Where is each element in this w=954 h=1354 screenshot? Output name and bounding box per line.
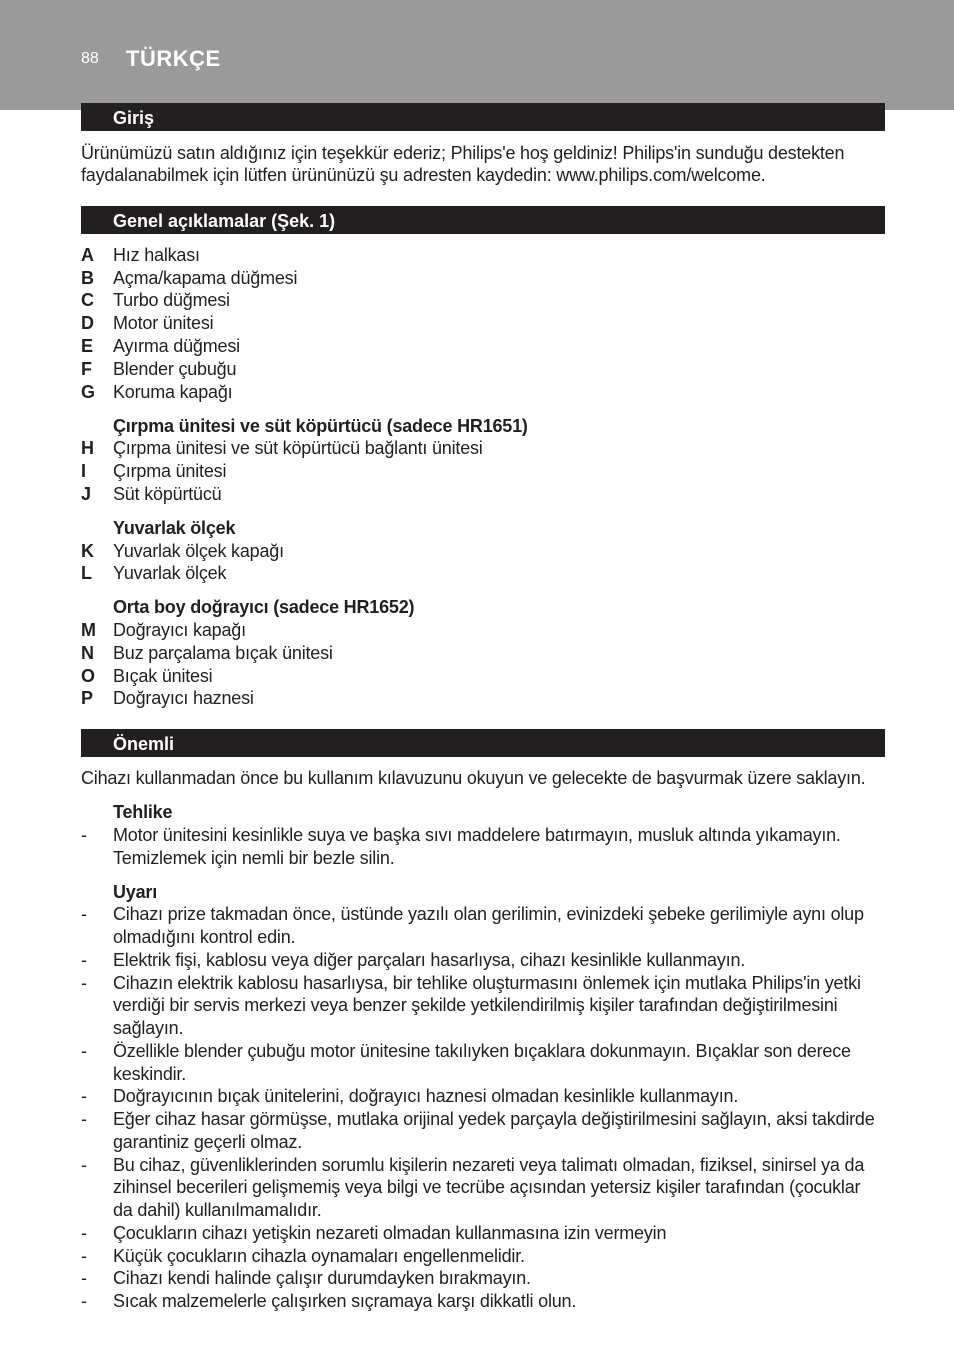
item-text: Hız halkası xyxy=(113,245,200,265)
item-letter: K xyxy=(81,541,94,561)
item-text: Koruma kapağı xyxy=(113,382,233,402)
warning-line: Elektrik fişi, kablosu veya diğer parçaları hasarlıysa, cihazı kesinlikle kullanmayın. xyxy=(113,950,746,970)
warning-line: Eğer cihaz hasar görmüşse, mutlaka orijinal yedek parçayla değiştirilmesini sağlayın, aksi takdirde xyxy=(113,1109,875,1129)
section-bar-overview: Genel açıklamalar (Şek. 1) xyxy=(81,206,885,234)
warning-line: Sıcak malzemelerle çalışırken sıçramaya karşı dikkatli olun. xyxy=(113,1291,577,1311)
danger-line: Temizlemek için nemli bir bezle silin. xyxy=(113,848,395,868)
item-letter: E xyxy=(81,336,94,356)
item-letter: G xyxy=(81,382,96,402)
warning-line: Cihazı kendi halinde çalışır durumdayken bırakmayın. xyxy=(113,1268,531,1288)
item-text: Doğrayıcı haznesi xyxy=(113,688,254,708)
item-text: Açma/kapama düğmesi xyxy=(113,268,298,288)
page-number: 88 xyxy=(81,50,99,67)
subsection-title: Orta boy doğrayıcı (sadece HR1652) xyxy=(113,597,415,617)
warning-line: keskindir. xyxy=(113,1064,187,1084)
item-letter: M xyxy=(81,620,96,640)
warning-line: da dahil) kullanılmamalıdır. xyxy=(113,1200,322,1220)
important-intro: Cihazı kullanmadan önce bu kullanım kılavuzunu okuyun ve gelecekte de başvurmak üzere saklayın. xyxy=(81,768,866,788)
intro-line-1: Ürünümüzü satın aldığınız için teşekkür ederiz; Philips'e hoş geldiniz! Philips'in sunduğu destekten xyxy=(81,143,845,163)
item-letter: B xyxy=(81,268,94,288)
item-text: Buz parçalama bıçak ünitesi xyxy=(113,643,333,663)
bullet-dash: - xyxy=(81,950,87,970)
warning-line: Çocukların cihazı yetişkin nezareti olmadan kullanmasına izin vermeyin xyxy=(113,1223,667,1243)
item-letter: P xyxy=(81,688,94,708)
item-letter: L xyxy=(81,563,92,583)
item-text: Blender çubuğu xyxy=(113,359,237,379)
warning-line: zihinsel becerileri gelişmemiş veya bilgi ve tecrübe açısından yetersiz kişiler tarafından (çocuklar xyxy=(113,1177,861,1197)
bullet-dash: - xyxy=(81,973,87,993)
item-text: Yuvarlak ölçek kapağı xyxy=(113,541,284,561)
warning-line: Bu cihaz, güvenliklerinden sorumlu kişilerin nezareti veya talimatı olmadan, fiziksel, sinirsel ya da xyxy=(113,1155,865,1175)
bullet-dash: - xyxy=(81,1268,87,1288)
item-letter: C xyxy=(81,290,94,310)
item-letter: I xyxy=(81,461,87,481)
section-bar-intro: Giriş xyxy=(81,103,885,131)
warning-line: olmadığını kontrol edin. xyxy=(113,927,296,947)
page-header xyxy=(0,0,954,110)
bullet-dash: - xyxy=(81,825,87,845)
bullet-dash: - xyxy=(81,1246,87,1266)
warning-line: Doğrayıcının bıçak ünitelerini, doğrayıcı haznesi olmadan kesinlikle kullanmayın. xyxy=(113,1086,739,1106)
warning-title: Uyarı xyxy=(113,882,158,902)
item-letter: O xyxy=(81,666,96,686)
item-text: Motor ünitesi xyxy=(113,313,214,333)
warning-line: sağlayın. xyxy=(113,1018,184,1038)
item-text: Çırpma ünitesi xyxy=(113,461,227,481)
item-letter: F xyxy=(81,359,92,379)
warning-line: Cihazı prize takmadan önce, üstünde yazılı olan gerilimin, evinizdeki şebeke gerilimiyle aynı olup xyxy=(113,904,864,924)
bullet-dash: - xyxy=(81,1155,87,1175)
bullet-dash: - xyxy=(81,1086,87,1106)
item-text: Çırpma ünitesi ve süt köpürtücü bağlantı ünitesi xyxy=(113,438,483,458)
bullet-dash: - xyxy=(81,1041,87,1061)
bullet-dash: - xyxy=(81,1223,87,1243)
bullet-dash: - xyxy=(81,1291,87,1311)
item-text: Ayırma düğmesi xyxy=(113,336,240,356)
item-letter: A xyxy=(81,245,94,265)
item-letter: D xyxy=(81,313,94,333)
item-letter: J xyxy=(81,484,92,504)
bullet-dash: - xyxy=(81,904,87,924)
language-title: TÜRKÇE xyxy=(126,46,221,71)
warning-line: Özellikle blender çubuğu motor ünitesine takılıyken bıçaklara dokunmayın. Bıçaklar son derece xyxy=(113,1041,851,1061)
item-letter: H xyxy=(81,438,94,458)
item-text: Yuvarlak ölçek xyxy=(113,563,227,583)
danger-line: Motor ünitesini kesinlikle suya ve başka sıvı maddelere batırmayın, musluk altında yıkamayın. xyxy=(113,825,841,845)
bullet-dash: - xyxy=(81,1109,87,1129)
danger-title: Tehlike xyxy=(113,802,173,822)
subsection-title: Çırpma ünitesi ve süt köpürtücü (sadece HR1651) xyxy=(113,416,528,436)
item-letter: N xyxy=(81,643,94,663)
item-text: Turbo düğmesi xyxy=(113,290,230,310)
warning-line: Cihazın elektrik kablosu hasarlıysa, bir tehlike oluşturmasını önlemek için mutlaka Philips'in yetki xyxy=(113,973,861,993)
warning-line: Küçük çocukların cihazla oynamaları engellenmelidir. xyxy=(113,1246,525,1266)
subsection-title: Yuvarlak ölçek xyxy=(113,518,236,538)
section-bar-important: Önemli xyxy=(81,729,885,757)
item-text: Doğrayıcı kapağı xyxy=(113,620,246,640)
intro-line-2: faydalanabilmek için lütfen ürününüzü şu adresten kaydedin: www.philips.com/welcome. xyxy=(81,165,766,185)
warning-line: verdiği bir servis merkezi veya benzer şekilde yetkilendirilmiş kişiler tarafından değiştirilmesini xyxy=(113,995,838,1015)
warning-line: garantiniz geçerli olmaz. xyxy=(113,1132,303,1152)
item-text: Süt köpürtücü xyxy=(113,484,222,504)
item-text: Bıçak ünitesi xyxy=(113,666,213,686)
